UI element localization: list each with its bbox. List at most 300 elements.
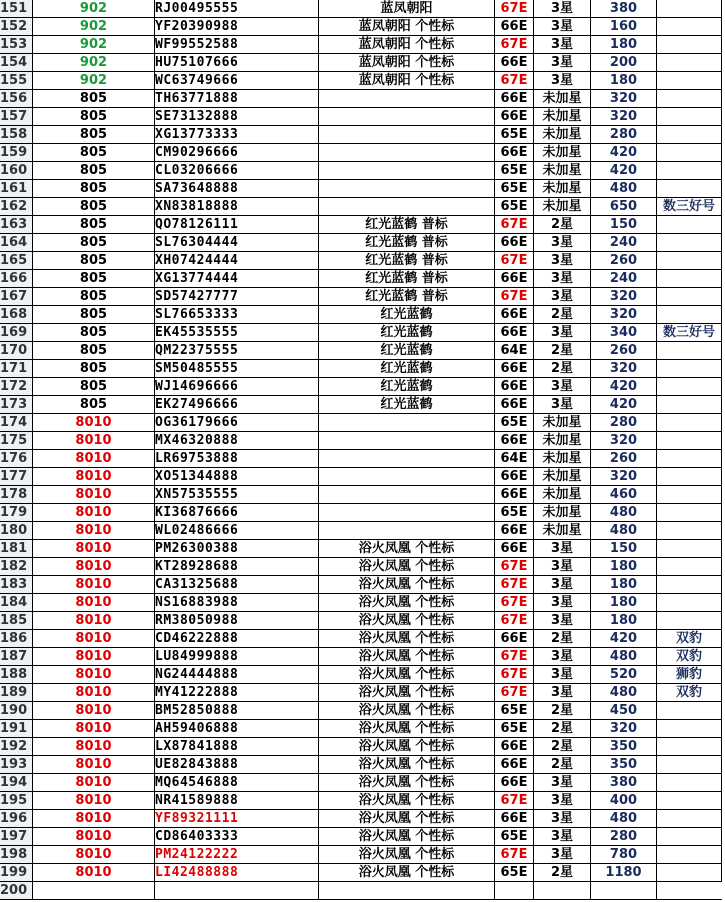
series-code-cell[interactable]: 8010 <box>33 594 155 612</box>
price-cell[interactable]: 320 <box>591 432 657 450</box>
row-header[interactable]: 196 <box>0 810 33 828</box>
remark-cell[interactable] <box>657 306 722 324</box>
size-cell[interactable]: 67E <box>495 612 534 630</box>
price-cell[interactable]: 180 <box>591 594 657 612</box>
serial-number-cell[interactable]: EK45535555 <box>155 324 319 342</box>
row-header[interactable]: 181 <box>0 540 33 558</box>
series-code-cell[interactable]: 8010 <box>33 540 155 558</box>
size-cell[interactable]: 64E <box>495 342 534 360</box>
size-cell[interactable]: 66E <box>495 18 534 36</box>
remark-cell[interactable] <box>657 468 722 486</box>
note-type-cell[interactable]: 蓝凤朝阳 个性标 <box>319 36 495 54</box>
remark-cell[interactable] <box>657 360 722 378</box>
note-type-cell[interactable]: 浴火凤凰 个性标 <box>319 666 495 684</box>
remark-cell[interactable] <box>657 342 722 360</box>
series-code-cell[interactable]: 805 <box>33 306 155 324</box>
remark-cell[interactable]: 双豹 <box>657 630 722 648</box>
serial-number-cell[interactable]: UE82843888 <box>155 756 319 774</box>
star-rating-cell[interactable]: 3星 <box>534 774 591 792</box>
series-code-cell[interactable]: 805 <box>33 360 155 378</box>
remark-cell[interactable] <box>657 378 722 396</box>
series-code-cell[interactable]: 805 <box>33 144 155 162</box>
serial-number-cell[interactable]: SM50485555 <box>155 360 319 378</box>
size-cell[interactable]: 67E <box>495 594 534 612</box>
series-code-cell[interactable]: 8010 <box>33 630 155 648</box>
series-code-cell[interactable]: 805 <box>33 288 155 306</box>
star-rating-cell[interactable]: 2星 <box>534 756 591 774</box>
series-code-cell[interactable]: 8010 <box>33 522 155 540</box>
price-cell[interactable]: 380 <box>591 0 657 18</box>
star-rating-cell[interactable]: 2星 <box>534 360 591 378</box>
serial-number-cell[interactable]: CM90296666 <box>155 144 319 162</box>
row-header[interactable]: 168 <box>0 306 33 324</box>
star-rating-cell[interactable]: 3星 <box>534 396 591 414</box>
series-code-cell[interactable]: 805 <box>33 90 155 108</box>
row-header[interactable]: 170 <box>0 342 33 360</box>
row-header[interactable]: 193 <box>0 756 33 774</box>
serial-number-cell[interactable]: YF20390988 <box>155 18 319 36</box>
empty-cell[interactable] <box>155 882 319 900</box>
series-code-cell[interactable]: 8010 <box>33 666 155 684</box>
series-code-cell[interactable]: 805 <box>33 198 155 216</box>
size-cell[interactable]: 66E <box>495 522 534 540</box>
series-code-cell[interactable]: 8010 <box>33 810 155 828</box>
series-code-cell[interactable]: 8010 <box>33 720 155 738</box>
size-cell[interactable]: 64E <box>495 450 534 468</box>
series-code-cell[interactable]: 805 <box>33 108 155 126</box>
serial-number-cell[interactable]: SE73132888 <box>155 108 319 126</box>
note-type-cell[interactable]: 浴火凤凰 个性标 <box>319 720 495 738</box>
serial-number-cell[interactable]: SL76304444 <box>155 234 319 252</box>
remark-cell[interactable] <box>657 576 722 594</box>
note-type-cell[interactable]: 蓝凤朝阳 <box>319 0 495 18</box>
row-header[interactable]: 161 <box>0 180 33 198</box>
row-header[interactable]: 186 <box>0 630 33 648</box>
note-type-cell[interactable] <box>319 90 495 108</box>
serial-number-cell[interactable]: QM22375555 <box>155 342 319 360</box>
note-type-cell[interactable]: 浴火凤凰 个性标 <box>319 684 495 702</box>
star-rating-cell[interactable]: 未加星 <box>534 90 591 108</box>
price-cell[interactable]: 180 <box>591 72 657 90</box>
remark-cell[interactable] <box>657 792 722 810</box>
star-rating-cell[interactable]: 3星 <box>534 252 591 270</box>
row-header[interactable]: 176 <box>0 450 33 468</box>
price-cell[interactable]: 480 <box>591 684 657 702</box>
serial-number-cell[interactable]: XH07424444 <box>155 252 319 270</box>
remark-cell[interactable] <box>657 90 722 108</box>
star-rating-cell[interactable]: 3星 <box>534 378 591 396</box>
row-header[interactable]: 179 <box>0 504 33 522</box>
star-rating-cell[interactable]: 3星 <box>534 828 591 846</box>
star-rating-cell[interactable]: 3星 <box>534 288 591 306</box>
row-header[interactable]: 189 <box>0 684 33 702</box>
series-code-cell[interactable]: 805 <box>33 324 155 342</box>
empty-cell[interactable] <box>591 882 657 900</box>
series-code-cell[interactable]: 902 <box>33 0 155 18</box>
price-cell[interactable]: 320 <box>591 90 657 108</box>
series-code-cell[interactable]: 805 <box>33 180 155 198</box>
serial-number-cell[interactable]: OG36179666 <box>155 414 319 432</box>
note-type-cell[interactable]: 浴火凤凰 个性标 <box>319 864 495 882</box>
series-code-cell[interactable]: 8010 <box>33 468 155 486</box>
note-type-cell[interactable]: 红光蓝鹤 普标 <box>319 288 495 306</box>
note-type-cell[interactable]: 浴火凤凰 个性标 <box>319 756 495 774</box>
note-type-cell[interactable]: 浴火凤凰 个性标 <box>319 576 495 594</box>
size-cell[interactable]: 67E <box>495 0 534 18</box>
size-cell[interactable]: 65E <box>495 504 534 522</box>
row-header[interactable]: 157 <box>0 108 33 126</box>
serial-number-cell[interactable]: CD86403333 <box>155 828 319 846</box>
row-header[interactable]: 172 <box>0 378 33 396</box>
price-cell[interactable]: 320 <box>591 288 657 306</box>
row-header[interactable]: 200 <box>0 882 33 900</box>
size-cell[interactable]: 66E <box>495 360 534 378</box>
star-rating-cell[interactable]: 3星 <box>534 324 591 342</box>
series-code-cell[interactable]: 805 <box>33 270 155 288</box>
star-rating-cell[interactable]: 2星 <box>534 342 591 360</box>
note-type-cell[interactable]: 蓝凤朝阳 个性标 <box>319 72 495 90</box>
series-code-cell[interactable]: 8010 <box>33 432 155 450</box>
size-cell[interactable]: 66E <box>495 486 534 504</box>
note-type-cell[interactable] <box>319 522 495 540</box>
row-header[interactable]: 190 <box>0 702 33 720</box>
size-cell[interactable]: 67E <box>495 72 534 90</box>
size-cell[interactable]: 66E <box>495 774 534 792</box>
star-rating-cell[interactable]: 3星 <box>534 648 591 666</box>
serial-number-cell[interactable]: YF89321111 <box>155 810 319 828</box>
note-type-cell[interactable] <box>319 432 495 450</box>
serial-number-cell[interactable]: TH63771888 <box>155 90 319 108</box>
serial-number-cell[interactable]: MX46320888 <box>155 432 319 450</box>
star-rating-cell[interactable]: 3星 <box>534 540 591 558</box>
series-code-cell[interactable]: 8010 <box>33 684 155 702</box>
series-code-cell[interactable]: 805 <box>33 216 155 234</box>
serial-number-cell[interactable]: SD57427777 <box>155 288 319 306</box>
price-cell[interactable]: 320 <box>591 468 657 486</box>
serial-number-cell[interactable]: CL03206666 <box>155 162 319 180</box>
remark-cell[interactable] <box>657 828 722 846</box>
row-header[interactable]: 152 <box>0 18 33 36</box>
star-rating-cell[interactable]: 未加星 <box>534 414 591 432</box>
price-cell[interactable]: 280 <box>591 126 657 144</box>
row-header[interactable]: 167 <box>0 288 33 306</box>
series-code-cell[interactable]: 805 <box>33 126 155 144</box>
star-rating-cell[interactable]: 2星 <box>534 630 591 648</box>
price-cell[interactable]: 480 <box>591 522 657 540</box>
remark-cell[interactable] <box>657 810 722 828</box>
remark-cell[interactable] <box>657 432 722 450</box>
remark-cell[interactable] <box>657 738 722 756</box>
note-type-cell[interactable]: 浴火凤凰 个性标 <box>319 774 495 792</box>
serial-number-cell[interactable]: NS16883988 <box>155 594 319 612</box>
row-header[interactable]: 187 <box>0 648 33 666</box>
series-code-cell[interactable]: 902 <box>33 18 155 36</box>
star-rating-cell[interactable]: 3星 <box>534 666 591 684</box>
series-code-cell[interactable]: 805 <box>33 378 155 396</box>
series-code-cell[interactable]: 8010 <box>33 756 155 774</box>
size-cell[interactable]: 65E <box>495 180 534 198</box>
row-header[interactable]: 178 <box>0 486 33 504</box>
note-type-cell[interactable]: 浴火凤凰 个性标 <box>319 540 495 558</box>
star-rating-cell[interactable]: 2星 <box>534 720 591 738</box>
price-cell[interactable]: 520 <box>591 666 657 684</box>
serial-number-cell[interactable]: RJ00495555 <box>155 0 319 18</box>
star-rating-cell[interactable]: 3星 <box>534 612 591 630</box>
remark-cell[interactable] <box>657 504 722 522</box>
serial-number-cell[interactable]: XG13774444 <box>155 270 319 288</box>
serial-number-cell[interactable]: SA73648888 <box>155 180 319 198</box>
star-rating-cell[interactable]: 未加星 <box>534 450 591 468</box>
note-type-cell[interactable] <box>319 144 495 162</box>
series-code-cell[interactable]: 805 <box>33 396 155 414</box>
star-rating-cell[interactable]: 3星 <box>534 234 591 252</box>
size-cell[interactable]: 67E <box>495 648 534 666</box>
row-header[interactable]: 174 <box>0 414 33 432</box>
note-type-cell[interactable]: 红光蓝鹤 普标 <box>319 216 495 234</box>
serial-number-cell[interactable]: SL76653333 <box>155 306 319 324</box>
serial-number-cell[interactable]: LU84999888 <box>155 648 319 666</box>
row-header[interactable]: 165 <box>0 252 33 270</box>
remark-cell[interactable] <box>657 108 722 126</box>
size-cell[interactable]: 66E <box>495 270 534 288</box>
price-cell[interactable]: 180 <box>591 558 657 576</box>
series-code-cell[interactable]: 8010 <box>33 864 155 882</box>
price-cell[interactable]: 260 <box>591 450 657 468</box>
price-cell[interactable]: 380 <box>591 774 657 792</box>
serial-number-cell[interactable]: QO78126111 <box>155 216 319 234</box>
series-code-cell[interactable]: 8010 <box>33 414 155 432</box>
row-header[interactable]: 155 <box>0 72 33 90</box>
row-header[interactable]: 169 <box>0 324 33 342</box>
row-header[interactable]: 197 <box>0 828 33 846</box>
serial-number-cell[interactable]: LI42488888 <box>155 864 319 882</box>
price-cell[interactable]: 180 <box>591 36 657 54</box>
size-cell[interactable]: 65E <box>495 864 534 882</box>
serial-number-cell[interactable]: XO51344888 <box>155 468 319 486</box>
price-cell[interactable]: 420 <box>591 630 657 648</box>
empty-cell[interactable] <box>319 882 495 900</box>
row-header[interactable]: 163 <box>0 216 33 234</box>
size-cell[interactable]: 65E <box>495 702 534 720</box>
note-type-cell[interactable]: 浴火凤凰 个性标 <box>319 828 495 846</box>
star-rating-cell[interactable]: 3星 <box>534 54 591 72</box>
price-cell[interactable]: 200 <box>591 54 657 72</box>
remark-cell[interactable] <box>657 756 722 774</box>
size-cell[interactable]: 66E <box>495 810 534 828</box>
star-rating-cell[interactable]: 3星 <box>534 846 591 864</box>
size-cell[interactable]: 66E <box>495 54 534 72</box>
price-cell[interactable]: 150 <box>591 216 657 234</box>
note-type-cell[interactable]: 红光蓝鹤 普标 <box>319 252 495 270</box>
price-cell[interactable]: 260 <box>591 252 657 270</box>
series-code-cell[interactable]: 805 <box>33 342 155 360</box>
size-cell[interactable]: 66E <box>495 756 534 774</box>
star-rating-cell[interactable]: 3星 <box>534 792 591 810</box>
price-cell[interactable]: 340 <box>591 324 657 342</box>
remark-cell[interactable] <box>657 252 722 270</box>
row-header[interactable]: 188 <box>0 666 33 684</box>
price-cell[interactable]: 480 <box>591 180 657 198</box>
size-cell[interactable]: 66E <box>495 306 534 324</box>
row-header[interactable]: 164 <box>0 234 33 252</box>
star-rating-cell[interactable]: 未加星 <box>534 180 591 198</box>
price-cell[interactable]: 650 <box>591 198 657 216</box>
note-type-cell[interactable]: 浴火凤凰 个性标 <box>319 630 495 648</box>
price-cell[interactable]: 240 <box>591 270 657 288</box>
series-code-cell[interactable]: 805 <box>33 234 155 252</box>
star-rating-cell[interactable]: 3星 <box>534 18 591 36</box>
remark-cell[interactable] <box>657 270 722 288</box>
price-cell[interactable]: 260 <box>591 342 657 360</box>
serial-number-cell[interactable]: LX87841888 <box>155 738 319 756</box>
price-cell[interactable]: 350 <box>591 738 657 756</box>
star-rating-cell[interactable]: 3星 <box>534 558 591 576</box>
star-rating-cell[interactable]: 3星 <box>534 810 591 828</box>
series-code-cell[interactable]: 8010 <box>33 828 155 846</box>
row-header[interactable]: 173 <box>0 396 33 414</box>
serial-number-cell[interactable]: PM24122222 <box>155 846 319 864</box>
remark-cell[interactable] <box>657 396 722 414</box>
serial-number-cell[interactable]: WF99552588 <box>155 36 319 54</box>
size-cell[interactable]: 67E <box>495 36 534 54</box>
serial-number-cell[interactable]: LR69753888 <box>155 450 319 468</box>
series-code-cell[interactable]: 902 <box>33 54 155 72</box>
size-cell[interactable]: 67E <box>495 846 534 864</box>
size-cell[interactable]: 65E <box>495 126 534 144</box>
remark-cell[interactable] <box>657 126 722 144</box>
star-rating-cell[interactable]: 3星 <box>534 594 591 612</box>
star-rating-cell[interactable]: 3星 <box>534 36 591 54</box>
row-header[interactable]: 160 <box>0 162 33 180</box>
series-code-cell[interactable]: 8010 <box>33 558 155 576</box>
remark-cell[interactable] <box>657 36 722 54</box>
note-type-cell[interactable] <box>319 504 495 522</box>
serial-number-cell[interactable]: KI36876666 <box>155 504 319 522</box>
row-header[interactable]: 183 <box>0 576 33 594</box>
remark-cell[interactable] <box>657 522 722 540</box>
remark-cell[interactable] <box>657 54 722 72</box>
remark-cell[interactable] <box>657 720 722 738</box>
row-header[interactable]: 177 <box>0 468 33 486</box>
size-cell[interactable]: 66E <box>495 324 534 342</box>
star-rating-cell[interactable]: 2星 <box>534 864 591 882</box>
note-type-cell[interactable]: 红光蓝鹤 <box>319 360 495 378</box>
remark-cell[interactable] <box>657 774 722 792</box>
row-header[interactable]: 191 <box>0 720 33 738</box>
remark-cell[interactable]: 双豹 <box>657 684 722 702</box>
remark-cell[interactable]: 数三好号 <box>657 324 722 342</box>
size-cell[interactable]: 66E <box>495 144 534 162</box>
row-header[interactable]: 158 <box>0 126 33 144</box>
serial-number-cell[interactable]: WL02486666 <box>155 522 319 540</box>
row-header[interactable]: 151 <box>0 0 33 18</box>
remark-cell[interactable] <box>657 486 722 504</box>
remark-cell[interactable] <box>657 540 722 558</box>
star-rating-cell[interactable]: 未加星 <box>534 468 591 486</box>
series-code-cell[interactable]: 8010 <box>33 450 155 468</box>
remark-cell[interactable] <box>657 180 722 198</box>
price-cell[interactable]: 400 <box>591 792 657 810</box>
serial-number-cell[interactable]: XG13773333 <box>155 126 319 144</box>
note-type-cell[interactable]: 红光蓝鹤 <box>319 378 495 396</box>
size-cell[interactable]: 66E <box>495 738 534 756</box>
size-cell[interactable]: 66E <box>495 108 534 126</box>
price-cell[interactable]: 320 <box>591 720 657 738</box>
note-type-cell[interactable]: 蓝凤朝阳 个性标 <box>319 54 495 72</box>
series-code-cell[interactable]: 8010 <box>33 612 155 630</box>
row-header[interactable]: 182 <box>0 558 33 576</box>
remark-cell[interactable]: 双豹 <box>657 648 722 666</box>
series-code-cell[interactable]: 8010 <box>33 702 155 720</box>
price-cell[interactable]: 480 <box>591 648 657 666</box>
note-type-cell[interactable]: 浴火凤凰 个性标 <box>319 846 495 864</box>
row-header[interactable]: 185 <box>0 612 33 630</box>
price-cell[interactable]: 280 <box>591 828 657 846</box>
note-type-cell[interactable] <box>319 468 495 486</box>
star-rating-cell[interactable]: 未加星 <box>534 486 591 504</box>
series-code-cell[interactable]: 8010 <box>33 846 155 864</box>
remark-cell[interactable] <box>657 234 722 252</box>
row-header[interactable]: 175 <box>0 432 33 450</box>
price-cell[interactable]: 420 <box>591 396 657 414</box>
star-rating-cell[interactable]: 3星 <box>534 270 591 288</box>
remark-cell[interactable] <box>657 18 722 36</box>
series-code-cell[interactable]: 805 <box>33 252 155 270</box>
star-rating-cell[interactable]: 未加星 <box>534 144 591 162</box>
price-cell[interactable]: 480 <box>591 504 657 522</box>
note-type-cell[interactable]: 浴火凤凰 个性标 <box>319 594 495 612</box>
remark-cell[interactable] <box>657 216 722 234</box>
row-header[interactable]: 184 <box>0 594 33 612</box>
row-header[interactable]: 180 <box>0 522 33 540</box>
size-cell[interactable]: 67E <box>495 252 534 270</box>
size-cell[interactable]: 67E <box>495 576 534 594</box>
row-header[interactable]: 192 <box>0 738 33 756</box>
note-type-cell[interactable]: 红光蓝鹤 <box>319 306 495 324</box>
note-type-cell[interactable]: 红光蓝鹤 普标 <box>319 270 495 288</box>
remark-cell[interactable] <box>657 450 722 468</box>
price-cell[interactable]: 1180 <box>591 864 657 882</box>
remark-cell[interactable] <box>657 288 722 306</box>
row-header[interactable]: 198 <box>0 846 33 864</box>
serial-number-cell[interactable]: NG24444888 <box>155 666 319 684</box>
note-type-cell[interactable] <box>319 180 495 198</box>
remark-cell[interactable] <box>657 864 722 882</box>
series-code-cell[interactable]: 8010 <box>33 738 155 756</box>
star-rating-cell[interactable]: 未加星 <box>534 522 591 540</box>
star-rating-cell[interactable]: 2星 <box>534 306 591 324</box>
price-cell[interactable]: 240 <box>591 234 657 252</box>
empty-cell[interactable] <box>657 882 722 900</box>
price-cell[interactable]: 480 <box>591 810 657 828</box>
size-cell[interactable]: 66E <box>495 234 534 252</box>
serial-number-cell[interactable]: NR41589888 <box>155 792 319 810</box>
price-cell[interactable]: 160 <box>591 18 657 36</box>
remark-cell[interactable] <box>657 414 722 432</box>
note-type-cell[interactable]: 红光蓝鹤 <box>319 342 495 360</box>
remark-cell[interactable] <box>657 144 722 162</box>
remark-cell[interactable] <box>657 558 722 576</box>
price-cell[interactable]: 420 <box>591 162 657 180</box>
serial-number-cell[interactable]: KT28928688 <box>155 558 319 576</box>
serial-number-cell[interactable]: HU75107666 <box>155 54 319 72</box>
empty-cell[interactable] <box>33 882 155 900</box>
serial-number-cell[interactable]: BM52850888 <box>155 702 319 720</box>
star-rating-cell[interactable]: 3星 <box>534 576 591 594</box>
serial-number-cell[interactable]: WC63749666 <box>155 72 319 90</box>
empty-cell[interactable] <box>495 882 534 900</box>
size-cell[interactable]: 65E <box>495 828 534 846</box>
